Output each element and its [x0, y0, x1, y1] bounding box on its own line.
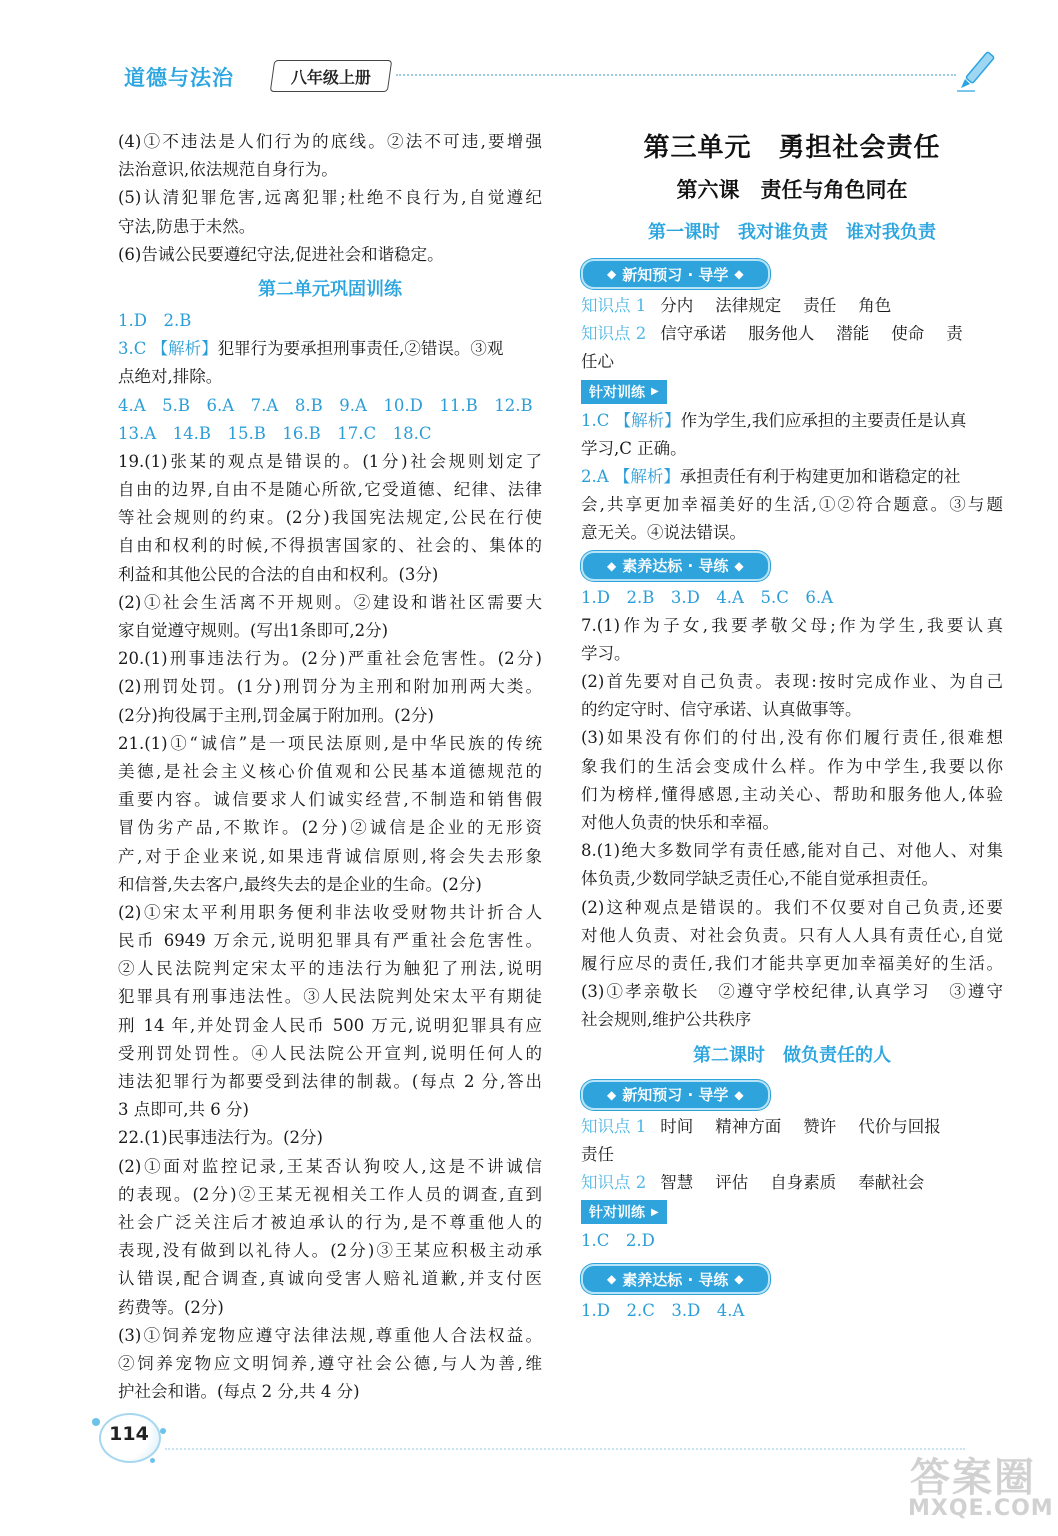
text-line: 意无关。④说法错误。: [581, 523, 746, 543]
text-line: (2分)拘役属于主刑,罚金属于附加刑。(2分): [118, 705, 434, 725]
knowledge-item: 责任: [803, 296, 837, 315]
diamond-icon: ◆: [734, 1087, 744, 1102]
knowledge-point-line: [581, 1113, 1003, 1141]
text-line: 美德,是社会主义核心价值观和公民基本道德规范的: [118, 761, 542, 781]
text-line: 7.(1)作为子女,我要孝敬父母;作为学生,我要认真: [581, 615, 1003, 635]
page-header: [0, 0, 1058, 110]
text-line: (2)首先要对自己负责。表现:按时完成作业、为自己: [581, 672, 1003, 692]
text-line: (2)①宋太平利用职务便利非法收受财物共计折合人: [118, 902, 542, 922]
text-line: 8.(1)绝大多数同学有责任感,能对自己、对他人、对集: [581, 841, 1003, 861]
knowledge-item: 责: [946, 324, 963, 344]
play-icon: ▶: [651, 1206, 659, 1218]
left-column: [118, 128, 542, 1406]
preview-section: [581, 1077, 1003, 1113]
knowledge-item: 潜能: [836, 324, 870, 344]
knowledge-point-line: [581, 1169, 1003, 1197]
text-line: 19.(1)张某的观点是错误的。(1分)社会规则划定了: [118, 451, 542, 471]
targeted-tag: [581, 380, 667, 404]
analysis-tag: 【解析】: [613, 466, 680, 486]
text-line: 体负责,少数同学缺乏责任心,不能自觉承担责任。: [581, 869, 938, 889]
diamond-icon: ◆: [734, 558, 744, 573]
text-line: 21.(1)①“诚信”是一项民法原则,是中华民族的传统: [118, 733, 542, 753]
pill-label: 素养达标 · 导练: [622, 557, 729, 575]
text-line: 对他人负责、对社会负责。只有人人具有责任心,自觉: [581, 925, 1003, 945]
text-line: 的表现。(2分)②王某无视相关工作人员的调查,直到: [118, 1184, 542, 1204]
question-number: 3.C: [118, 339, 152, 359]
text-line: 象我们的生活会变成什么样。作为中学生,我要以你: [581, 756, 1003, 776]
period-title: 第二课时 做负责任的人: [693, 1044, 891, 1066]
text-line: (3)如果没有你们的付出,没有你们履行责任,很难想: [581, 728, 1003, 748]
knowledge-item: 评估: [715, 1172, 749, 1192]
question-number: 1.C: [581, 410, 615, 430]
pen-icon: [955, 48, 1000, 93]
knowledge-point-line: [581, 292, 1003, 320]
text-line: (4)①不违法是人们行为的底线。②法不可违,要增强: [118, 132, 542, 151]
decor-dot: [150, 1458, 155, 1463]
text-line: 重要内容。诚信要求人们诚实经营,不制造和销售假: [118, 790, 542, 810]
knowledge-item: 信守承诺: [660, 324, 727, 344]
answer-line: [581, 463, 1003, 491]
text-line: 表现,没有做到以礼待人。(2分)③王某应积极主动承: [118, 1241, 542, 1261]
text-line: 履行应尽的责任,我们才能共享更加幸福美好的生活。: [581, 953, 1003, 973]
targeted-section: [581, 1197, 1003, 1227]
knowledge-point-label: 知识点 2: [581, 1172, 647, 1192]
answer-line: 13.A 14.B 15.B 16.B 17.C 18.C: [118, 423, 432, 443]
practice-section: [581, 548, 1003, 584]
text-line: 20.(1)刑事违法行为。(2分)严重社会危害性。(2分): [118, 649, 542, 669]
knowledge-item: 服务他人: [748, 324, 815, 344]
knowledge-item: 使命: [891, 324, 925, 344]
text-line: 法治意识,依法规范自身行为。: [118, 160, 338, 180]
text-line: 们为榜样,懂得感恩,主动关心、帮助和服务他人,体验: [581, 784, 1003, 804]
text-line: 22.(1)民事违法行为。(2分): [118, 1128, 323, 1148]
knowledge-item: 时间: [660, 1116, 694, 1136]
answer-line: 1.D 2.B 3.D 4.A 5.C 6.A: [581, 587, 833, 607]
page-number: 114: [109, 1423, 149, 1445]
practice-pill: [581, 1264, 770, 1294]
preview-pill: [581, 1080, 770, 1110]
text-line: (3)①饲养宠物应遵守法律法规,尊重他人合法权益。: [118, 1325, 542, 1345]
knowledge-item: 赞许: [803, 1116, 837, 1136]
text-line: (5)认清犯罪危害,远离犯罪;杜绝不良行为,自觉遵纪: [118, 188, 542, 208]
text-line: 护社会和谐。(每点 2 分,共 4 分): [118, 1382, 360, 1402]
section-title: 第二单元巩固训练: [258, 278, 402, 300]
page-number-badge: [97, 1413, 161, 1461]
knowledge-point-label: 知识点 1: [581, 1116, 647, 1136]
decor-dot: [92, 1418, 100, 1426]
answer-line: 1.D 2.B: [118, 310, 192, 330]
analysis-text: 承担责任有利于构建更加和谐稳定的社: [679, 466, 961, 486]
text-line: ②人民法院判定宋太平的违法行为触犯了刑法,说明: [118, 959, 542, 979]
knowledge-item: 智慧: [660, 1172, 694, 1192]
text-line: 任心: [581, 352, 614, 372]
analysis-tag: 【解析】: [151, 339, 218, 359]
play-icon: ▶: [651, 386, 659, 398]
answer-line: 1.C 2.D: [581, 1231, 655, 1251]
text-line: 社会规则,维护公共秩序: [581, 1010, 752, 1030]
text-line: ②饲养宠物应文明饲养,遵守社会公德,与人为善,维: [118, 1353, 542, 1373]
watermark-logo: [908, 1446, 1054, 1524]
grade-text: 八年级上册: [290, 67, 371, 87]
text-line: (6)告诫公民要遵纪守法,促进社会和谐稳定。: [118, 244, 444, 264]
text-line: 民币 6949 万余元,说明犯罪具有严重社会危害性。: [118, 931, 542, 951]
text-line: 自由和权利的时候,不得损害国家的、社会的、集体的: [118, 536, 542, 556]
answer-line: [581, 407, 1003, 435]
diamond-icon: ◆: [607, 267, 617, 281]
knowledge-item: 代价与回报: [858, 1116, 941, 1136]
unit-title: 第三单元 勇担社会责任: [643, 133, 941, 163]
text-line: 和信誉,失去客户,最终失去的是企业的生命。(2分): [118, 874, 482, 894]
diamond-icon: ◆: [734, 1272, 744, 1287]
practice-pill: [581, 551, 770, 581]
preview-section: [581, 256, 1003, 292]
text-line: 社会广泛关注后才被迫承认的行为,是不尊重他人的: [118, 1212, 542, 1232]
text-line: 点绝对,排除。: [118, 367, 223, 387]
pill-label: 新知预习 · 导学: [622, 265, 729, 284]
practice-section: [581, 1261, 1003, 1297]
text-line: 会,共享更加幸福美好的生活,①②符合题意。③与题: [581, 495, 1003, 515]
knowledge-point-label: 知识点 1: [581, 296, 647, 315]
grade-label: [270, 60, 392, 92]
text-line: 刑 14 年,并处罚金人民币 500 万元,说明犯罪具有应: [118, 1015, 542, 1035]
watermark-line2: MXQE.COM: [908, 1496, 1054, 1521]
subject-title: 道德与法治: [124, 66, 234, 90]
text-line: 违法犯罪行为都要受到法律的制裁。(每点 2 分,答出: [118, 1072, 542, 1091]
text-line: (2)①社会生活离不开规则。②建设和谐社区需要大: [118, 592, 542, 612]
text-line: 学习。: [581, 643, 631, 663]
text-line: 受刑罚处罚性。④人民法院公开宣判,说明任何人的: [118, 1043, 542, 1063]
text-line: 责任: [581, 1144, 614, 1164]
knowledge-point-line: [581, 320, 1003, 348]
text-line: 药费等。(2分): [118, 1297, 224, 1317]
analysis-tag: 【解析】: [614, 410, 681, 430]
knowledge-item: 自身素质: [770, 1172, 837, 1192]
decor-dot: [160, 1428, 166, 1434]
text-line: 冒伪劣产品,不欺诈。(2分)②诚信是企业的无形资: [118, 818, 542, 838]
text-line: 利益和其他公民的合法的自由和权利。(3分): [118, 564, 439, 584]
diamond-icon: ◆: [734, 267, 744, 281]
pill-label: 素养达标 · 导练: [622, 1270, 729, 1289]
answer-line: 1.D 2.C 3.D 4.A: [581, 1301, 745, 1321]
answer-line: [118, 335, 542, 363]
text-line: 认错误,配合调查,真诚向受害人赔礼道歉,并支付医: [118, 1269, 542, 1289]
text-line: 家自觉遵守规则。(写出1条即可,2分): [118, 621, 389, 640]
knowledge-item: 分内: [660, 296, 694, 315]
footer-dotted-rule: [165, 1448, 965, 1450]
targeted-tag: [581, 1200, 667, 1224]
text-line: 犯罪具有刑事违法性。③人民法院判处宋太平有期徒: [118, 987, 542, 1007]
diamond-icon: ◆: [607, 1272, 617, 1287]
pill-label: 新知预习 · 导学: [622, 1086, 729, 1104]
analysis-text: 作为学生,我们应承担的主要责任是认真: [680, 410, 967, 430]
tag-label: 针对训练: [589, 1205, 645, 1222]
text-line: (3)①孝亲敬长 ②遵守学校纪律,认真学习 ③遵守: [581, 982, 1003, 1002]
text-line: (2)这种观点是错误的。我们不仅要对自己负责,还要: [581, 897, 1003, 917]
text-line: 等社会规则的约束。(2分)我国宪法规定,公民在行使: [118, 508, 542, 528]
text-line: 产,对于企业来说,如果违背诚信原则,将会失去形象: [118, 846, 542, 866]
answer-line: 4.A 5.B 6.A 7.A 8.B 9.A 10.D 11.B 12.B: [118, 395, 533, 415]
knowledge-item: 角色: [858, 296, 892, 315]
text-line: 3 点即可,共 6 分): [118, 1100, 249, 1120]
period-title: 第一课时 我对谁负责 谁对我负责: [648, 222, 936, 243]
text-line: 对他人负责的快乐和幸福。: [581, 813, 779, 832]
knowledge-item: 法律规定: [715, 296, 782, 315]
text-line: 的约定守时、信守承诺、认真做事等。: [581, 700, 862, 720]
tag-label: 针对训练: [589, 384, 645, 401]
watermark-line1: 答案圈: [910, 1455, 1036, 1501]
lesson-title: 第六课 责任与角色同在: [676, 177, 908, 202]
targeted-section: [581, 377, 1003, 407]
text-line: 守法,防患于未然。: [118, 216, 256, 236]
text-line: (2)刑罚处罚。(1分)刑罚分为主刑和附加刑两大类。: [118, 677, 542, 697]
preview-pill: [581, 259, 770, 289]
question-number: 2.A: [581, 466, 614, 486]
text-line: 学习,C 正确。: [581, 438, 687, 458]
header-dotted-rule: [396, 74, 956, 76]
knowledge-point-label: 知识点 2: [581, 324, 647, 344]
right-column: [581, 126, 1003, 1325]
knowledge-item: 精神方面: [715, 1116, 782, 1136]
text-line: (2)①面对监控记录,王某否认狗咬人,这是不讲诚信: [118, 1156, 542, 1176]
analysis-text: 犯罪行为要承担刑事责任,②错误。③观: [217, 339, 504, 359]
diamond-icon: ◆: [607, 1087, 617, 1102]
knowledge-item: 奉献社会: [858, 1172, 925, 1192]
text-line: 自由的边界,自由不是随心所欲,它受道德、纪律、法律: [118, 480, 542, 500]
diamond-icon: ◆: [607, 558, 617, 573]
